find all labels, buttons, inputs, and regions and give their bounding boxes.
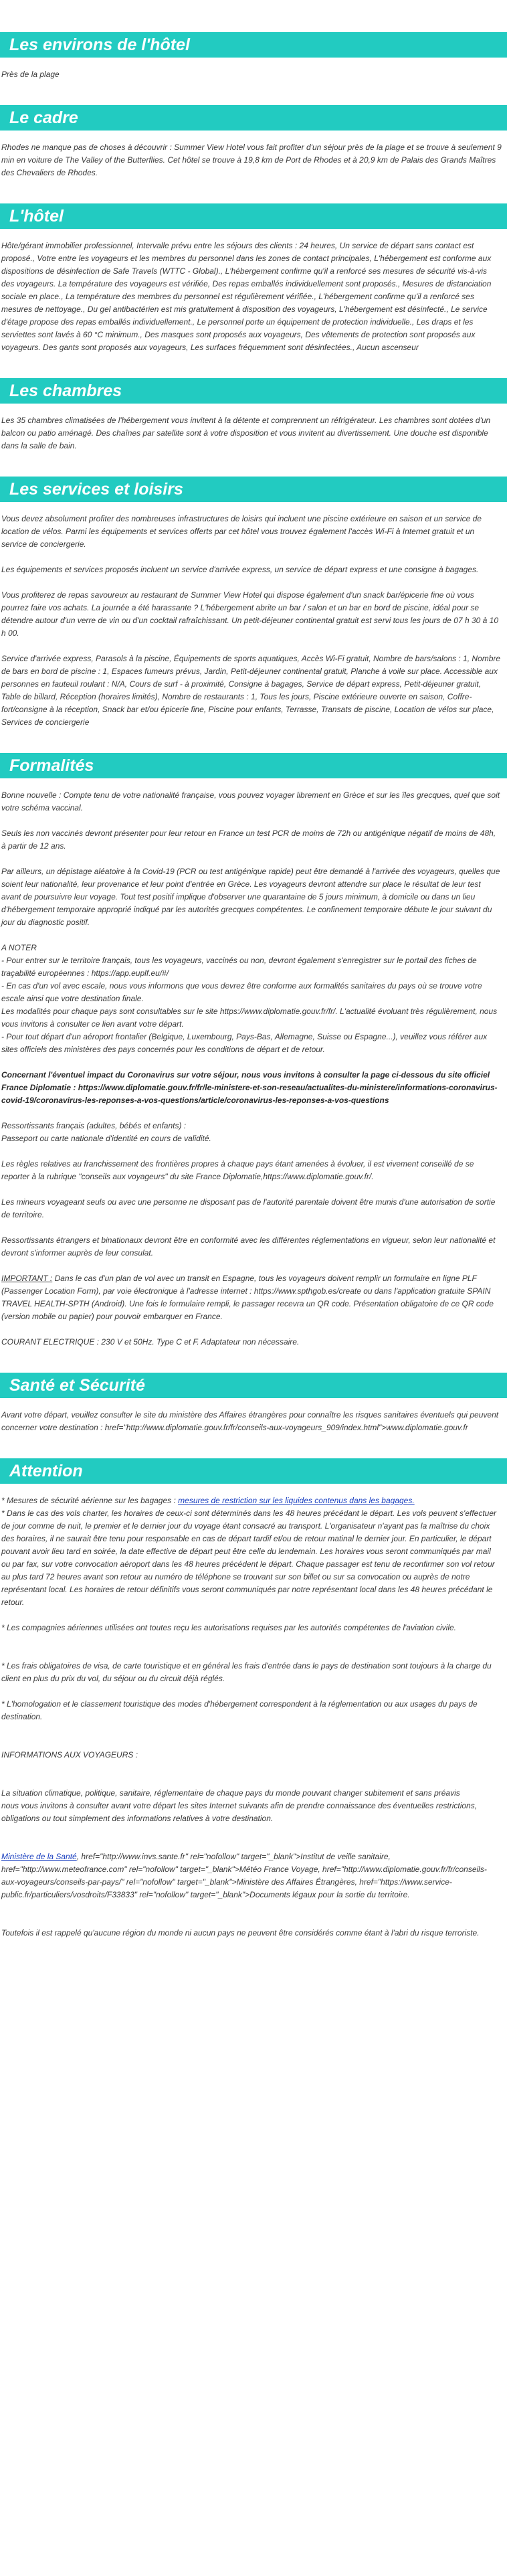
- cadre-text: Rhodes ne manque pas de choses à découvrir : Summer View Hotel vous fait profiter d'un séjour près de la plage et se trouve à seulement 9 min en voiture de The Valley of the Butterflies. Cet hôtel se trouve à 19,8 km de Port de Rhodes et à 20,9 km de Palais des Grands Maîtres des Chevaliers de Rhodes.: [1, 143, 502, 177]
- section-title: Formalités: [0, 753, 507, 778]
- note-line: - En cas d'un vol avec escale, nous vous informons que vous devrez être conforme aux formalités sanitaires du pays où se trouve votre escale ainsi que votre destination finale.: [1, 981, 482, 1003]
- situation-text: La situation climatique, politique, sanitaire, réglementaire de chaque pays du monde pouvant changer subitement et sans préavis nous vous invitons à consulter avant votre départ les sites Internet suivants afin de prendre connaissance des éventuelles restrictions, obligations ou tout simplement des informations relatives à votre destination.: [1, 1788, 478, 1823]
- spacer: [1, 1647, 502, 1660]
- ressortissants-text: Passeport ou carte nationale d'identité en cours de validité.: [1, 1134, 211, 1143]
- formalites-paragraph: Bonne nouvelle : Compte tenu de votre nationalité française, vous pouvez voyager librement en Grèce et sur les îles grecques, quel que soit votre schéma vaccinal.: [1, 790, 500, 812]
- section-title: Les chambres: [0, 378, 507, 404]
- hotel-text: Hôte/gérant immobilier professionnel, Intervalle prévu entre les séjours des clients : 24 heures, Un service de départ sans contact est proposé., Votre entre les voyageurs et les membres du personnel dans les zones de contact principales, L'hébergement est conforme aux dispositions de désinfection de Safe Travels (WTTC - Global)., L'hébergement confirme qu'il a renforcé ses mesures de sécurité vis-à-vis des voyageurs. La température des voyageurs est vérifiée, Des repas emballés individuellement sont proposés., Mesures de distanciation sociale en place., La température des membres du personnel est régulièrement vérifiée., L'hébergement confirme qu'il a renforcé ses mesures de nettoyage., Du gel antibactérien est mis gratuitement à disposition des voyageurs, L'hébergement est désinfecté., Le service d'étage propose des repas emballés individuellement., Le personnel porte un équipement de protection individuelle., Les draps et les serviettes sont lavés à 60 °C minimum., Des masques sont proposés aux voyageurs, Des vêtements de protection sont proposés aux voyageurs. Des gants sont proposés aux voyageurs, Les surfaces fréquemment sont désinfectées., Aucun ascenseur: [1, 241, 492, 352]
- section-environs: [0, 32, 507, 81]
- note-line: - Pour entrer sur le territoire français, tous les voyageurs, vaccinés ou non, devront également s'enregistrer sur le portail des fiches de traçabilité européennes : https://app.euplf.eu/#/: [1, 956, 477, 978]
- section-attention: [0, 1458, 507, 1940]
- formalites-paragraph: Par ailleurs, un dépistage aléatoire à la Covid-19 (PCR ou test antigénique rapide) peut être demandé à l'arrivée des voyageurs, quelles que soient leur nationalité, leur provenance et leur point d'entrée en Grèce. Les voyageurs devront attendre sur place le résultat de leur test avant de poursuivre leur voyage. Tout test positif implique d'observer une quarantaine de 5 jours minimum, à domicile ou dans un lieu d'hébergement temporaire approprié indiqué par les autorités grecques compétentes. Le confinement temporaire débute le jour suivant du jour du diagnostic positif.: [1, 867, 500, 927]
- section-formalites: [0, 753, 507, 1349]
- ministere-sante-link[interactable]: Ministère de la Santé: [1, 1852, 77, 1861]
- spacer: [1, 1736, 502, 1749]
- attention-paragraph: [1, 1494, 502, 1609]
- attention-paragraph: * Les frais obligatoires de visa, de carte touristique et en général les frais d'entrée dans le pays de destination sont toujours à la charge du client en plus du prix du vol, du séjour ou du circuit déjà réglés.: [1, 1661, 492, 1683]
- spacer: [1, 1774, 502, 1787]
- section-cadre: [0, 105, 507, 179]
- spacer: [1, 1914, 502, 1927]
- note-line: Les modalités pour chaque pays sont consultables sur le site https://www.diplomatie.gouv.fr/fr/. L'actualité évoluant très régulièrement, nous vous invitons à consulter ce lien avant votre départ.: [1, 1007, 498, 1029]
- section-chambres: [0, 378, 507, 452]
- spacer: [1, 1838, 502, 1851]
- section-body: [0, 404, 507, 452]
- infos-heading: INFORMATIONS AUX VOYAGEURS :: [1, 1750, 138, 1759]
- page: [0, 32, 507, 1953]
- courant-text: COURANT ELECTRIQUE : 230 V et 50Hz. Type C et F. Adaptateur non nécessaire.: [1, 1337, 300, 1347]
- sante-text: Avant votre départ, veuillez consulter le site du ministère des Affaires étrangères pour connaître les risques sanitaires éventuels qui peuvent concerner votre destination : href="http://www.diplomatie.gouv.fr/fr/conseils-aux-voyageurs_909/index.html">www.diplomatie.gouv.fr: [1, 1410, 499, 1432]
- note-line: - Pour tout départ d'un aéroport frontalier (Belgique, Luxembourg, Pays-Bas, Allemagne, Suisse ou Espagne...), veuillez vous référer aux sites officiels des ministères des pays concernés pour les conditions de départ et de retour.: [1, 1032, 488, 1054]
- toutefois-text: Toutefois il est rappelé qu'aucune région du monde ni aucun pays ne peuvent être considérés comme étant à l'abri du risque terroriste.: [1, 1928, 480, 1938]
- important-text: Dans le cas d'un plan de vol avec un transit en Espagne, tous les voyageurs doivent remplir un formulaire en ligne PLF (Passenger Location Form), par voie électronique à l'adresse internet : https://www.spthgob.es/create ou dans l'application gratuite SPAIN TRAVEL HEALTH-SPTH (Android). Une fois le formulaire rempli, le passager recevra un QR code. Présentation obligatoire de ce QR code (version mobile ou papier) pour pouvoir embarquer en France.: [1, 1274, 494, 1321]
- important-label: IMPORTANT :: [1, 1274, 53, 1283]
- section-hotel: [0, 203, 507, 354]
- services-paragraph: Vous profiterez de repas savoureux au restaurant de Summer View Hotel qui dispose également d'un snack bar/épicerie fine où vous pourrez faire vos achats. La journée a été harassante ? L'hébergement abrite un bar / salon et un bar en bord de piscine, idéal pour se détendre autour d'un verre de vin ou d'un cocktail rafraîchissant. Un petit-déjeuner continental gratuit est servi tous les jours de 07 h 30 à 10 h 00.: [1, 590, 499, 638]
- attention-prefix: * Mesures de sécurité aérienne sur les bagages :: [1, 1496, 179, 1505]
- ressortissants-block: [1, 1120, 502, 1145]
- note-title: A NOTER: [1, 943, 37, 952]
- sites-block: [1, 1851, 502, 1901]
- regles-text: Les règles relatives au franchissement des frontières propres à chaque pays étant amenées à évoluer, il est vivement conseillé de se reporter à la rubrique "conseils aux voyageurs" du site France Diplomatie,https://www.diplomatie.gouv.fr/.: [1, 1159, 474, 1181]
- covid-notice: Concernant l'éventuel impact du Coronavirus sur votre séjour, nous vous invitons à consulter la page ci-dessous du site officiel France Diplomatie : https://www.diplomatie.gouv.fr/fr/le-ministere-et-son-reseau/actualites-du-ministere/informations-coronavirus-covid-19/coronavirus-les-reponses-a-vos-questions/article/coronavirus-les-reponses-a-vos-questions: [1, 1070, 498, 1105]
- section-body: [0, 1398, 507, 1434]
- services-list: Service d'arrivée express, Parasols à la piscine, Équipements de sports aquatiques, Accès Wi-Fi gratuit, Nombre de bars/salons : 1, Nombre de bars en bord de piscine : 1, Espaces fumeurs prévus, Jardin, Petit-déjeuner continental gratuit, Planche à voile sur place. Accessible aux personnes en fauteuil roulant : N/A, Cours de surf - à proximité, Consigne à bagages, Service de départ express, Petit-déjeuner gratuit, Table de billard, Réception (horaires limités), Nombre de restaurants : 1, Tous les jours, Piscine extérieure ouverte en saison, Coffre-fort/consigne à la réception, Snack bar et/ou épicerie fine, Piscine pour enfants, Terrasse, Transats de piscine, Location de vélos sur place, Services de conciergerie: [1, 654, 501, 727]
- services-paragraph: Vous devez absolument profiter des nombreuses infrastructures de loisirs qui incluent une piscine extérieure en saison et un service de location de vélos. Parmi les équipements et services offerts par cet hôtel vous trouvez également l'accès Wi-Fi à Internet gratuit et un service de conciergerie.: [1, 514, 482, 549]
- liquids-restriction-link[interactable]: mesures de restriction sur les liquides contenus dans les bagages.: [178, 1496, 415, 1505]
- attention-charter-text: * Dans le cas des vols charter, les horaires de ceux-ci sont déterminés dans les 48 heures précédant le départ. Les vols peuvent s'effectuer de jour comme de nuit, le premier et le dernier jour du voyage étant consacré au transport. L'organisateur n'ayant pas la maîtrise du choix des horaires, il ne saurait être tenu pour responsable en cas de départ tardif et/ou de retour matinal le dernier jour. En particulier, le départ pouvant avoir lieu tard en soirée, la date effective de départ peut être celle du lendemain. Les horaires vous seront communiqués par mail ou par fax, sur votre convocation aéroport dans les 48 heures précédent le départ. Chaque passager est tenu de reconfirmer son vol retour au plus tard 72 heures avant son retour au numéro de téléphone se trouvant sur son billet ou sur sa convocation ou auprès de notre représentant local. Les horaires de retour définitifs vous seront communiqués par notre représentant local dans les 48 heures précédant le retour.: [1, 1509, 497, 1607]
- section-title: Attention: [0, 1458, 507, 1484]
- section-services: [0, 477, 507, 729]
- section-title: Le cadre: [0, 105, 507, 131]
- services-paragraph: Les équipements et services proposés incluent un service d'arrivée express, un service de départ express et une consigne à bagages.: [1, 565, 479, 574]
- section-body: [0, 502, 507, 729]
- important-block: [1, 1272, 502, 1323]
- environs-text: Près de la plage: [1, 70, 60, 79]
- section-body: [0, 131, 507, 179]
- sites-text: , href="http://www.invs.sante.fr" rel="nofollow" target="_blank">Institut de veille sanitaire, href="http://www.meteofrance.com" rel="nofollow" target="_blank">Météo France Voyage, href="http://www.diplomatie.gouv.fr/fr/conseils-aux-voyageurs/conseils-par-pays/" rel="nofollow" target="_blank">Ministère des Affaires Étrangères, href="https://www.service-public.fr/particuliers/vosdroits/F33833" rel="nofollow" target="_blank">Documents légaux pour la sortie du territoire.: [1, 1852, 487, 1899]
- section-body: [0, 58, 507, 81]
- ressortissants-heading: Ressortissants français (adultes, bébés et enfants) :: [1, 1121, 187, 1130]
- section-title: Santé et Sécurité: [0, 1373, 507, 1398]
- section-title: L'hôtel: [0, 203, 507, 229]
- formalites-paragraph: Seuls les non vaccinés devront présenter pour leur retour en France un test PCR de moins de 72h ou antigénique négatif de moins de 48h, à partir de 12 ans.: [1, 829, 496, 851]
- mineurs-text: Les mineurs voyageant seuls ou avec une personne ne disposant pas de l'autorité parentale doivent être munis d'une autorisation de sortie de territoire.: [1, 1197, 496, 1219]
- section-title: Les services et loisirs: [0, 477, 507, 502]
- attention-paragraph: * Les compagnies aériennes utilisées ont toutes reçu les autorisations requises par les autorités compétentes de l'aviation civile.: [1, 1623, 456, 1632]
- section-title: Les environs de l'hôtel: [0, 32, 507, 58]
- note-block: [1, 942, 502, 1056]
- section-body: [0, 229, 507, 354]
- attention-paragraph: * L'homologation et le classement touristique des modes d'hébergement correspondent à la réglementation ou aux usages du pays de destination.: [1, 1699, 478, 1721]
- etrangers-text: Ressortissants étrangers et binationaux devront être en conformité avec les différentes réglementations en vigueur, selon leur nationalité et devront s'informer auprès de leur consulat.: [1, 1235, 496, 1258]
- section-sante: [0, 1373, 507, 1434]
- section-body: [0, 1484, 507, 1940]
- chambres-text: Les 35 chambres climatisées de l'hébergement vous invitent à la détente et comprennent un réfrigérateur. Les chambres sont dotées d'un balcon ou patio aménagé. Des chaînes par satellite sont à votre disposition et vous invitent au divertissement. Une douche est disponible dans la salle de bain.: [1, 416, 491, 450]
- section-body: [0, 778, 507, 1349]
